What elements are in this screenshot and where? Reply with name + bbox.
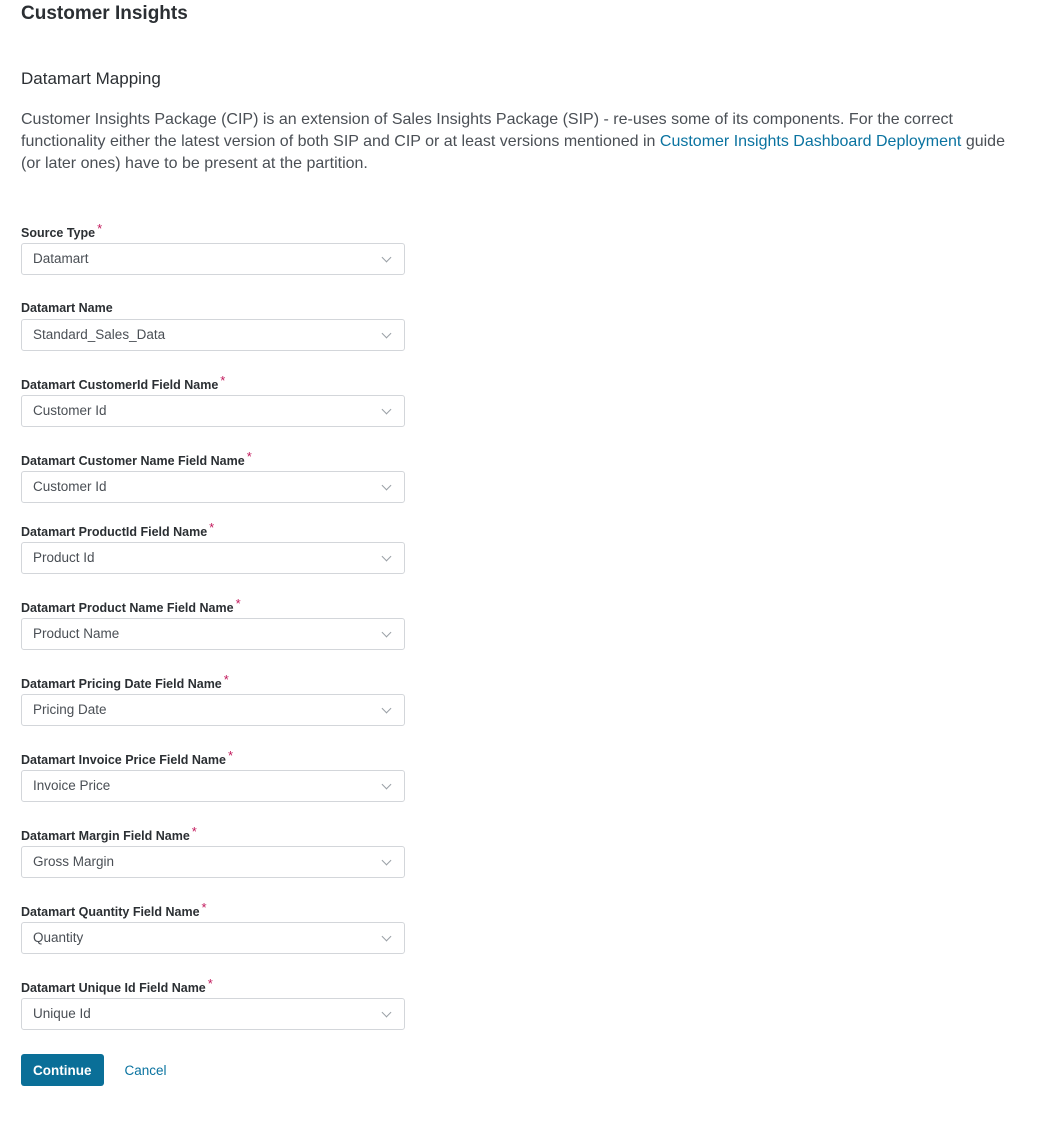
field-pricing-date [21,673,405,749]
field-label: Datamart Name [21,301,113,315]
customer-name-field-select[interactable] [21,471,405,503]
field-datamart-name [21,298,405,374]
required-marker: * [246,449,252,464]
required-marker: * [235,596,241,611]
field-unique-id [21,977,405,1053]
datamart-mapping-form [21,222,405,1053]
chevron-down-icon [382,932,392,942]
select-value: Product Id [33,550,95,565]
required-marker: * [220,373,226,388]
chevron-down-icon [382,253,392,263]
section-title: Datamart Mapping [21,69,161,88]
chevron-down-icon [382,628,392,638]
chevron-down-icon [382,405,392,415]
select-value: Unique Id [33,1006,91,1021]
field-label: Datamart Unique Id Field Name * [21,976,213,995]
product-name-field-select[interactable] [21,618,405,650]
field-label: Datamart CustomerId Field Name * [21,373,226,392]
field-customer-name [21,450,405,521]
description-text-end: guide (or later ones) have to be present at the partition. [21,133,1005,172]
required-marker: * [209,520,215,535]
required-marker: * [97,221,103,236]
required-marker: * [207,976,213,991]
required-marker: * [191,824,197,839]
field-label: Datamart Invoice Price Field Name * [21,748,234,767]
required-marker: * [223,672,229,687]
quantity-field-select[interactable] [21,922,405,954]
select-value: Gross Margin [33,854,115,869]
deployment-guide-link[interactable]: Customer Insights Dashboard Deployment [659,133,962,150]
chevron-down-icon [382,704,392,714]
app-title: Customer Insights [21,3,188,24]
unique-id-field-select[interactable] [21,998,405,1030]
field-label: Datamart Quantity Field Name * [21,900,207,919]
customer-id-field-select[interactable] [21,395,405,427]
field-margin [21,825,405,901]
required-marker: * [227,748,234,763]
invoice-price-field-select[interactable] [21,770,405,802]
chevron-down-icon [382,552,392,562]
chevron-down-icon [382,329,392,339]
select-value: Customer Id [33,479,107,494]
margin-field-select[interactable] [21,846,405,878]
section-description [21,109,1021,175]
field-quantity [21,901,405,977]
source-type-select[interactable] [21,243,405,275]
select-value: Customer Id [33,403,107,418]
field-invoice-price [21,749,405,825]
field-label: Datamart Customer Name Field Name * [21,449,252,468]
field-label: Datamart Pricing Date Field Name * [21,672,229,691]
chevron-down-icon [382,856,392,866]
select-value: Pricing Date [33,702,107,717]
chevron-down-icon [382,481,392,491]
product-id-field-select[interactable] [21,542,405,574]
select-value: Quantity [33,930,84,945]
chevron-down-icon [382,1008,392,1018]
field-label: Datamart ProductId Field Name * [21,520,215,539]
field-label: Datamart Product Name Field Name * [21,596,241,615]
select-value: Invoice Price [33,778,111,793]
cancel-button[interactable]: Cancel [124,1062,167,1078]
field-label: Datamart Margin Field Name * [21,824,197,843]
select-value: Product Name [33,626,120,641]
datamart-name-select[interactable] [21,319,405,351]
field-product-id [21,521,405,597]
select-value: Datamart [33,251,89,266]
field-product-name [21,597,405,673]
description-text-start: Customer Insights Package (CIP) is an extension of Sales Insights Package (SIP) - re-uses some of its components. For the correct functionality either the latest version of both SIP and CIP or at least versions mentioned in [21,111,953,150]
chevron-down-icon [382,780,392,790]
field-customer-id [21,374,405,450]
form-actions [21,1054,167,1086]
required-marker: * [201,900,207,915]
pricing-date-field-select[interactable] [21,694,405,726]
continue-button[interactable]: Continue [21,1054,104,1086]
select-value: Standard_Sales_Data [33,327,166,342]
field-label: Source Type * [21,221,103,240]
field-source-type [21,222,405,298]
